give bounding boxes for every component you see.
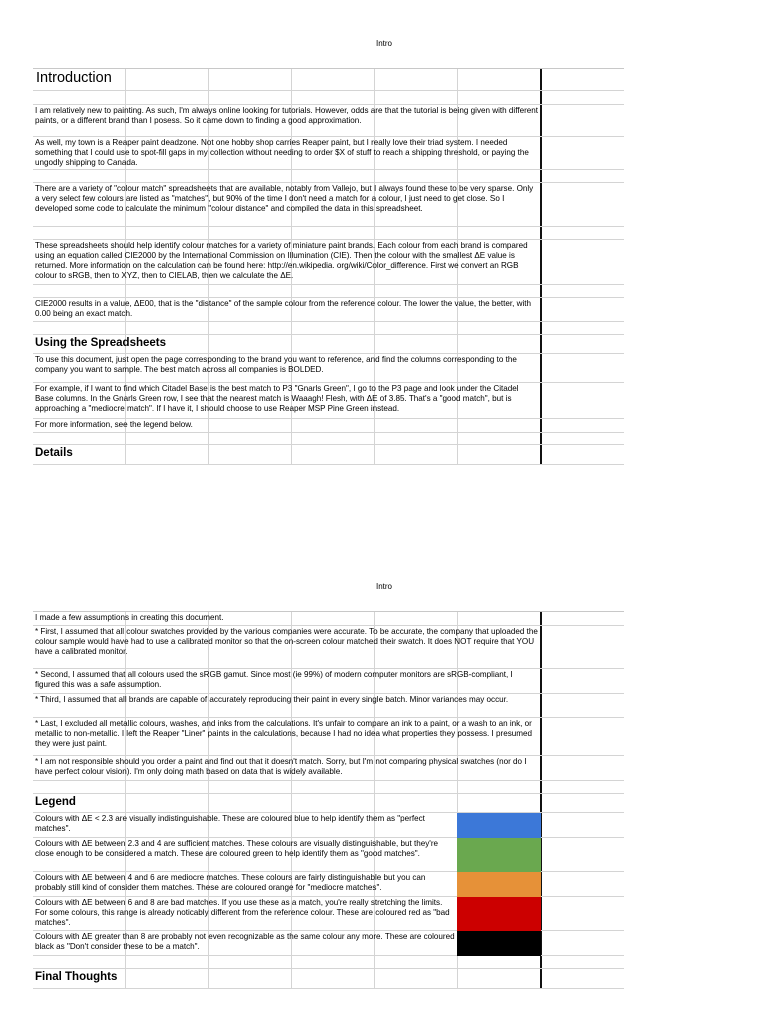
heading-row [33, 335, 624, 354]
heading-details: Details [35, 447, 73, 459]
legend-row [33, 897, 624, 931]
intro-paragraph-2: As well, my town is a Reaper paint deadzone. Not one hobby shop carries Reaper paint, but I really love their triad system. I needed something that I could use to spot-fill gaps in my collection without needing to order $X of stuff to reach a shipping threshold, or paying the ungodly shipping to Canada. [35, 138, 529, 167]
legend-swatch-blue [457, 813, 541, 838]
legend-row [33, 813, 624, 838]
sheet-page-1 [33, 68, 624, 465]
legend-row [33, 872, 624, 897]
heading-legend: Legend [35, 796, 76, 808]
text-row [33, 669, 624, 694]
assumption-4: * Last, I excluded all metallic colours, washes, and inks from the calculations. It's unfair to compare an ink to a paint, or a wash to an ink, or metallic to non-metallic. I left the Reaper "Liner" paints in the calculations, because I had no idea what properties they possess. I presumed they were just paint. [35, 719, 533, 748]
legend-swatch-red [457, 897, 541, 931]
empty-row [33, 170, 624, 183]
intro-paragraph-5: CIE2000 results in a value, ΔE00, that is the "distance" of the sample colour from the reference colour. The lower the value, the better, with 0.00 being an exact match. [35, 299, 531, 318]
empty-row [33, 956, 624, 969]
page-1-header: Intro [375, 39, 392, 48]
intro-paragraph-3: There are a variety of "colour match" spreadsheets that are available, notably from Vallejo, but I always found these to be very sparse. Only a very select few colours are listed as "matches", but 90% of the time I don't need a match for a colour, I just need to get close. So I developed some code to calculate the minimum "colour distance" and compiled the data in this spreadsheet. [35, 184, 534, 213]
intro-paragraph-1: I am relatively new to painting. As such, I'm always online looking for tutorials. However, odds are that the tutorial is being given with different paints, or a different brand than I posess. So it came down to finding a good approximation. [35, 106, 539, 125]
sheet-page-2 [33, 611, 624, 989]
legend-swatch-black [457, 931, 541, 956]
assumption-5: * I am not responsible should you order a paint and find out that it doesn't match. Sorry, but I'm not comparing physical swatches (nor do I have perfect colour vision). I'm only doing math based on data that is widely available. [35, 757, 527, 776]
page-2-header: Intro [375, 582, 392, 591]
empty-row [33, 322, 624, 335]
legend-row [33, 838, 624, 872]
page-title: Introduction [36, 70, 112, 86]
text-row [33, 105, 624, 137]
text-row [33, 354, 624, 383]
example-paragraph: For example, if I want to find which Citadel Base is the best match to P3 "Gnarls Green", I go to the P3 page and look under the Citadel Base columns. In the Gnarls Green row, I see that the nearest match is Waaagh! Flesh, with ΔE of 3.85. That's a "good match", but is approaching a "mediocre match". If I have it, I should choose to use Reaper MSP Pine Green instead. [35, 384, 519, 413]
heading-row [33, 969, 624, 989]
legend-nomatch-text: Colours with ΔE greater than 8 are probably not even recognizable as the same colour any more. These are coloured black as "Don't consider these to be a match". [35, 932, 455, 951]
usage-paragraph: To use this document, just open the page corresponding to the brand you want to reference, and find the columns corresponding to the company you want to sample. The best match across all companies is BOLDED. [35, 355, 517, 374]
empty-row [33, 433, 624, 445]
text-row [33, 694, 624, 718]
text-row [33, 612, 624, 626]
empty-row [33, 91, 624, 105]
title-row [33, 69, 624, 91]
text-row [33, 240, 624, 285]
assumptions-intro: I made a few assumptions in creating this document. [35, 613, 224, 622]
empty-row [33, 285, 624, 298]
intro-paragraph-4: These spreadsheets should help identify colour matches for a variety of miniature paint brands. Each colour from each brand is compared using an equation called CIE2000 by the International Commission on Illumination (CIE). Then the colour with the smallest ΔE value is returned. More information on the calculation can be found here: http://en.wikipedia. org/wiki/Color_difference. First we convert an RGB colour to sRGB, then to XYZ, then to CIELAB, then we calculate the ΔE. [35, 241, 528, 280]
heading-row [33, 794, 624, 813]
empty-row [33, 781, 624, 794]
legend-bad-text: Colours with ΔE between 6 and 8 are bad matches. If you use these as a match, you're really stretching the limits. For some colours, this range is already noticably different from the reference colour. These are coloured red as "bad matches". [35, 898, 450, 927]
heading-final-thoughts: Final Thoughts [35, 971, 118, 983]
assumption-2: * Second, I assumed that all colours used the sRGB gamut. Since most (ie 99%) of modern computer monitors are sRGB-compliant, I figured this was a safe assumption. [35, 670, 513, 689]
legend-reference-text: For more information, see the legend below. [35, 420, 193, 429]
assumption-1: * First, I assumed that all colour swatches provided by the various companies were accurate. To be accurate, the company that uploaded the colour sample would have had to use a calibrated monitor so that the on-screen colour matched their swatch. It does NOT require that YOU have a calibrated monitor. [35, 627, 538, 656]
text-row [33, 137, 624, 170]
heading-row [33, 445, 624, 465]
text-row [33, 383, 624, 419]
text-row [33, 626, 624, 669]
legend-swatch-orange [457, 872, 541, 897]
legend-mediocre-text: Colours with ΔE between 4 and 6 are mediocre matches. These colours are fairly distinguishable but you can probably still kind of consider them matches. These are coloured orange for "mediocre matches". [35, 873, 426, 892]
assumption-3: * Third, I assumed that all brands are capable of accurately reproducing their paint in every single batch. Minor variances may occur. [35, 695, 509, 704]
text-row [33, 718, 624, 756]
text-row [33, 756, 624, 781]
text-row [33, 298, 624, 322]
empty-row [33, 227, 624, 240]
legend-row [33, 931, 624, 956]
heading-using-spreadsheets: Using the Spreadsheets [35, 337, 167, 349]
text-row [33, 419, 624, 433]
legend-perfect-text: Colours with ΔE < 2.3 are visually indistinguishable. These are coloured blue to help identify them as "perfect matches". [35, 814, 425, 833]
legend-good-text: Colours with ΔE between 2.3 and 4 are sufficient matches. These colours are visually distinguishable, but they're close enough to be considered a match. These are coloured green to help identify them as "good matches". [35, 839, 439, 858]
legend-swatch-green [457, 838, 541, 872]
text-row [33, 183, 624, 227]
